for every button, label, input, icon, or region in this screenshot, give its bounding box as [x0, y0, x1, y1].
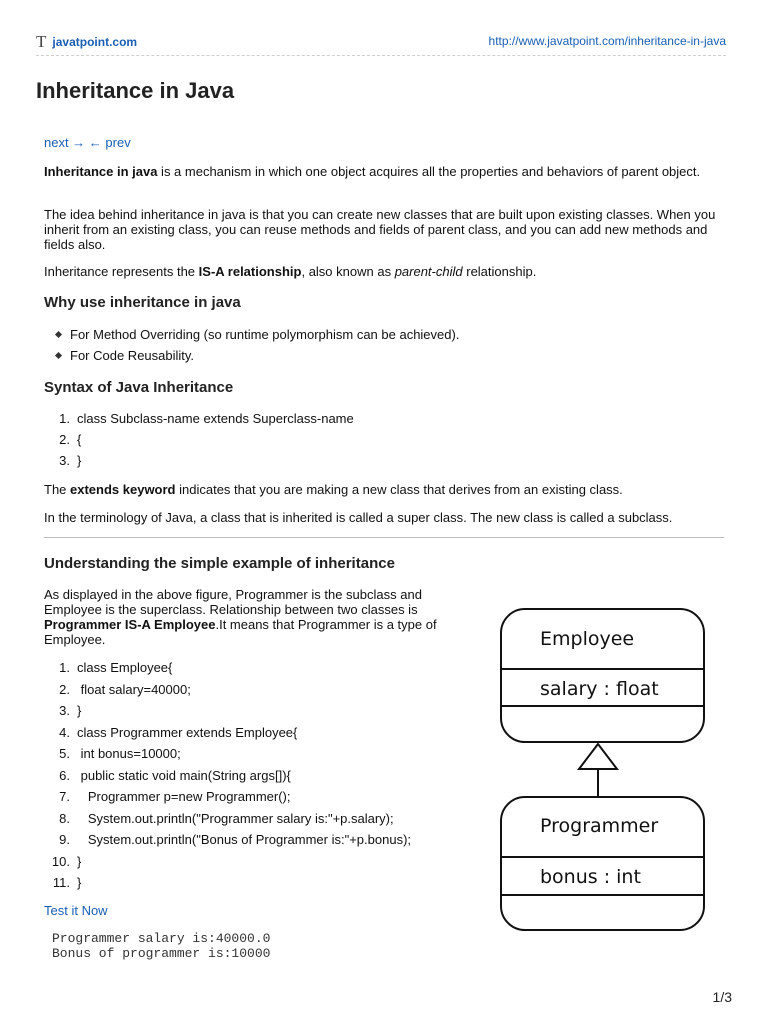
list-item [56, 327, 459, 342]
code-line [50, 432, 81, 447]
syntax-heading: Syntax of Java Inheritance [44, 379, 234, 396]
next-prev-nav[interactable]: next → ← prev [44, 135, 131, 150]
extends-post: indicates that you are making a new class that derives from an existing class. [175, 482, 623, 497]
code-line [50, 411, 354, 426]
bullet-icon [55, 352, 62, 359]
uml-class-diagram [496, 604, 710, 936]
line-code: class Programmer extends Employee{ [77, 725, 298, 740]
isa-post: relationship. [462, 264, 537, 279]
programmer-class-name: Programmer [540, 815, 659, 837]
site-name[interactable]: javatpoint.com [52, 34, 138, 49]
terminology-paragraph: In the terminology of Java, a class that is inherited is called a super class. The new class is called a subclass. [44, 510, 673, 525]
line-number: 2. [59, 432, 70, 447]
line-number: 3. [59, 453, 70, 468]
code-line [50, 811, 394, 826]
isa-bold: IS-A relationship [198, 264, 302, 279]
line-number: 1. [59, 660, 70, 675]
output-line: Programmer salary is:40000.0 [52, 931, 271, 946]
line-code: } [77, 453, 82, 468]
bullet-text: For Method Overriding (so runtime polymorphism can be achieved). [70, 327, 460, 342]
line-number: 9. [59, 832, 70, 847]
why-heading: Why use inheritance in java [44, 294, 241, 311]
code-line [50, 453, 81, 468]
inheritance-arrow [579, 744, 617, 797]
line-code: System.out.println("Programmer salary is:"+p.salary); [77, 811, 394, 826]
isa-mid: , also known as [301, 264, 395, 279]
line-number: 1. [59, 411, 70, 426]
code-line [50, 875, 81, 890]
page-url[interactable]: http://www.javatpoint.com/inheritance-in-java [488, 34, 726, 48]
list-item [56, 348, 194, 363]
intro-text: is a mechanism in which one object acquires all the properties and behaviors of parent object. [157, 164, 701, 179]
arrow-head-icon [579, 744, 617, 769]
example-desc-bold: Programmer IS-A Employee [44, 617, 216, 632]
bullet-icon [55, 331, 62, 338]
intro-paragraph [44, 164, 730, 179]
line-code: class Subclass-name extends Superclass-name [77, 411, 354, 426]
section-divider [44, 537, 724, 538]
line-code: public static void main(String args[]){ [77, 768, 291, 783]
isa-pre: Inheritance represents the [44, 264, 199, 279]
line-number: 6. [59, 768, 70, 783]
isa-italic: parent-child [394, 264, 463, 279]
example-heading: Understanding the simple example of inheritance [44, 555, 395, 572]
code-line [50, 832, 411, 847]
extends-paragraph [44, 482, 730, 497]
example-desc-post: .It means that Programmer is a type of Employee. [44, 617, 437, 647]
code-line [50, 746, 181, 761]
line-number: 5. [59, 746, 70, 761]
line-code: } [77, 854, 82, 869]
line-code: int bonus=10000; [77, 746, 181, 761]
code-line [50, 854, 81, 869]
line-code: } [77, 875, 82, 890]
line-code: { [77, 432, 82, 447]
javatpoint-logo-icon: T [36, 32, 47, 51]
line-number: 11. [52, 875, 70, 890]
example-desc-pre: As displayed in the above figure, Programmer is the subclass and Employee is the superclass. Relationship between two classes is [44, 587, 422, 617]
line-number: 10. [51, 854, 70, 869]
code-line [50, 725, 297, 740]
header-divider [36, 55, 726, 56]
idea-paragraph: The idea behind inheritance in java is that you can create new classes that are built upon existing classes. When you inherit from an existing class, you can reuse methods and fields of parent class, and you can add new methods and fields also. [44, 207, 716, 252]
bullet-text: For Code Reusability. [70, 348, 195, 363]
code-line [50, 682, 191, 697]
code-line [50, 789, 290, 804]
isa-paragraph [44, 264, 730, 279]
line-code: class Employee{ [77, 660, 173, 675]
line-code: Programmer p=new Programmer(); [77, 789, 291, 804]
line-number: 8. [59, 811, 70, 826]
line-code: float salary=40000; [77, 682, 191, 697]
line-number: 2. [59, 682, 70, 697]
extends-pre: The [44, 482, 71, 497]
line-code: } [77, 703, 82, 718]
test-it-now-link[interactable]: Test it Now [44, 903, 108, 918]
page-title: Inheritance in Java [36, 78, 235, 103]
employee-class-name: Employee [540, 628, 635, 650]
employee-field: salary : float [540, 678, 659, 700]
extends-bold: extends keyword [70, 482, 176, 497]
example-description [44, 587, 454, 647]
page-number: 1/3 [712, 989, 732, 1005]
output-line: Bonus of programmer is:10000 [52, 946, 271, 961]
code-line [50, 703, 81, 718]
programmer-field: bonus : int [540, 866, 641, 888]
programmer-class-box [501, 797, 704, 930]
line-number: 7. [59, 789, 70, 804]
intro-bold: Inheritance in java [44, 164, 158, 179]
code-line [50, 660, 172, 675]
code-line [50, 768, 291, 783]
line-number: 3. [59, 703, 70, 718]
employee-class-box [501, 609, 704, 742]
site-logo[interactable] [36, 33, 137, 50]
line-number: 4. [59, 725, 70, 740]
line-code: System.out.println("Bonus of Programmer is:"+p.bonus); [77, 832, 412, 847]
